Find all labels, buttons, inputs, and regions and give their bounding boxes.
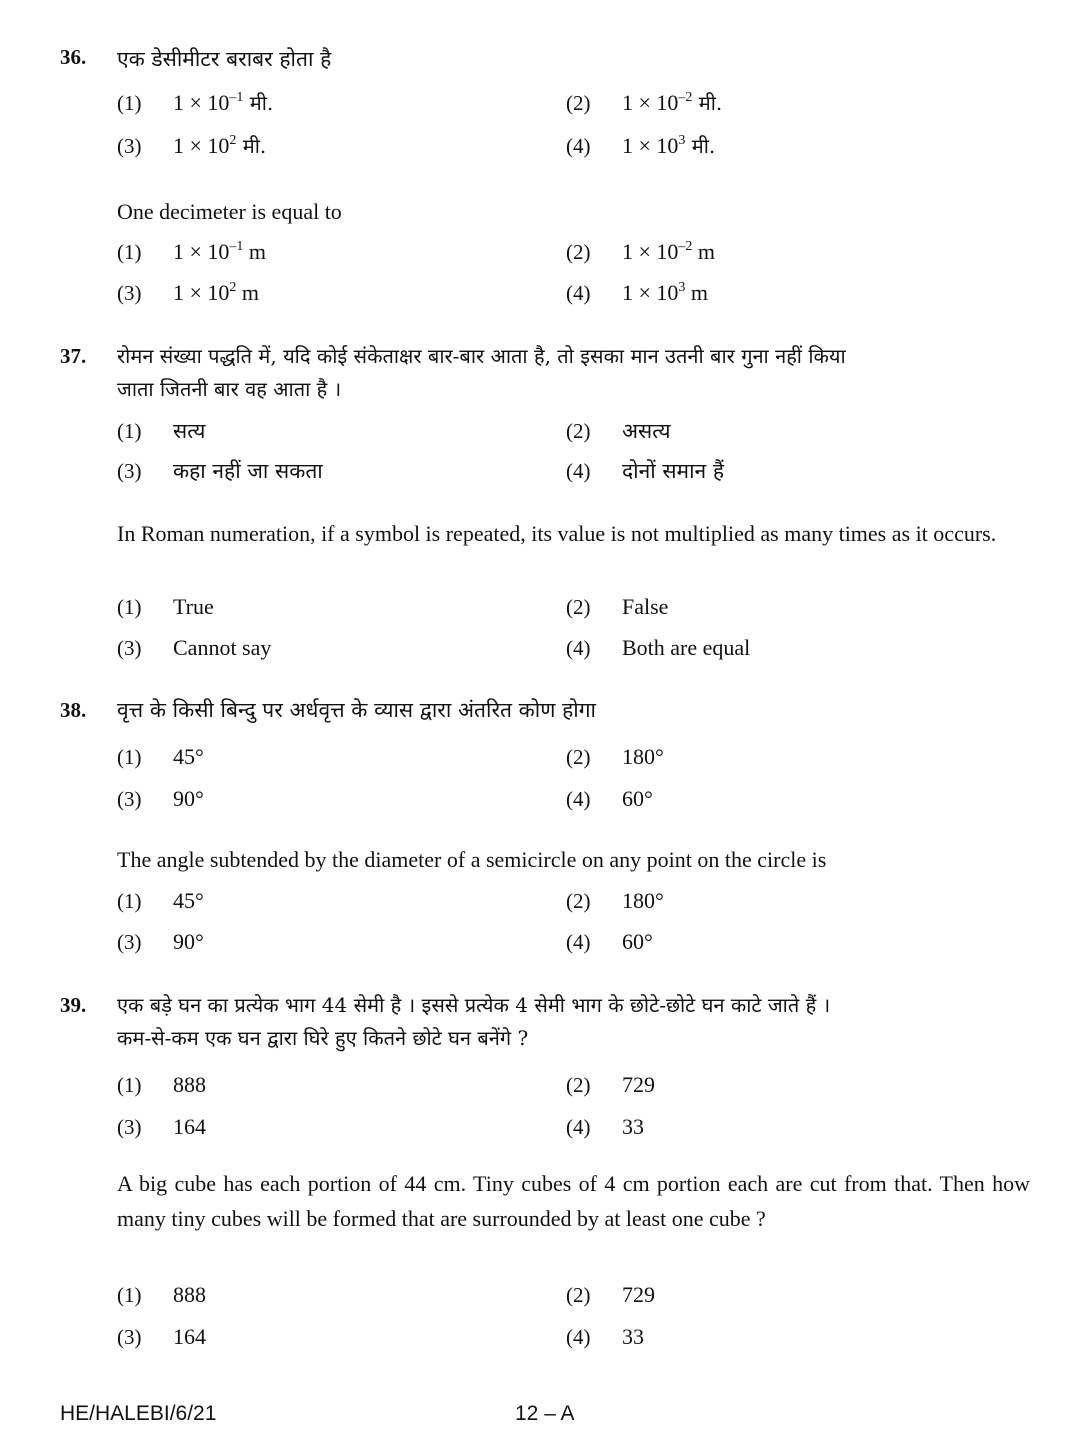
question-39-hindi-text-line2: कम-से-कम एक घन द्वारा घिरे हुए कितने छोटे घन बनेंगे ? bbox=[117, 1026, 529, 1050]
question-37-hindi-text-line2: जाता जितनी बार वह आता है । bbox=[117, 377, 342, 401]
question-39-hindi-text-line1: एक बड़े घन का प्रत्येक भाग 44 सेमी है । इससे प्रत्येक 4 सेमी भाग के छोटे-छोटे घन काटे जाते हैं । bbox=[117, 993, 831, 1017]
question-36-number: 36. bbox=[60, 45, 87, 69]
question-39-number: 39. bbox=[60, 993, 87, 1017]
question-37-number: 37. bbox=[60, 344, 87, 368]
question-37-hindi-text-line1: रोमन संख्या पद्धति में, यदि कोई संकेताक्षर बार-बार आता है, तो इसका मान उतनी बार गुना नहीं किया bbox=[117, 344, 846, 368]
question-38-hindi-text: वृत्त के किसी बिन्दु पर अर्धवृत्त के व्यास द्वारा अंतरित कोण होगा bbox=[117, 698, 596, 722]
question-36-hindi-text: एक डेसीमीटर बराबर होता है bbox=[117, 47, 332, 71]
question-36-english-text: One decimeter is equal to bbox=[117, 199, 342, 224]
exam-page: 36. एक डेसीमीटर बराबर होता है (1) $1 \times 10^{-1}$ मी. (2) $1 \times 10^{-2}$ मी. (3) $1 \times 10^2$ मी. (4) $1 \times 10^3$ मी. One decimeter is equal to (1) $1 \times 10^{-1}$ m (2) $1 \times 10^{-2}$ m (3) $1 \times 10^2$ m (4) $1 \times 10^3$ m 37. रोमन संख्या पद्धति में, यदि कोई संकेताक्षर बार-बार आता है, तो इसका मान उतनी बार गुना नहीं किया जाता जितनी बार वह आता है । (1) सत्य (2) असत्य (3) कहा नहीं जा सकता (4) दोनों समान हैं In Roman numeration, if a symbol is repeated, its value is not multiplied as many times as it occurs. (1) True (2) False (3) Cannot say (4) Both are equal 38. वृत्त के किसी बिन्दु पर अर्धवृत्त के व्यास द्वारा अंतरित कोण होगा (1) 45° (2) 180° (3) 90° (4) 60° The angle subtended by the diameter of a semicircle on any point on the circle is (1) 45° (2) 180° (3) 90° (4) 60° 39. एक बड़े घन का प्रत्येक भाग 44 सेमी है । इससे प्रत्येक 4 सेमी भाग के छोटे-छोटे घन काटे जाते हैं । कम-से-कम एक घन द्वारा घिरे हुए कितने छोटे घन बनेंगे ? (1) 888 (2) 729 (3) 164 (4) 33 A big cube has each portion of 44 cm. Tiny cubes of 4 cm portion each are cut from that. Then how many tiny cubes will be formed that are surrounded by at least one cube ? (1) 888 (2) 729 (3) 164 (4) 33 HE/HALEBI/6/21 12 – A bbox=[60, 45, 1030, 1425]
page-number: 12 – A bbox=[515, 1402, 575, 1425]
question-38-number: 38. bbox=[60, 698, 87, 722]
question-39-english-text: A big cube has each portion of 44 cm. Tiny cubes of 4 cm portion each are cut from that. Then how many tiny cubes will be formed that are surrounded by at least one cube ? bbox=[117, 1171, 1030, 1231]
paper-code: HE/HALEBI/6/21 bbox=[60, 1402, 217, 1425]
question-37-english-text: In Roman numeration, if a symbol is repeated, its value is not multiplied as many times as it occurs. bbox=[117, 521, 997, 546]
question-38-english-text: The angle subtended by the diameter of a semicircle on any point on the circle is bbox=[117, 847, 827, 872]
